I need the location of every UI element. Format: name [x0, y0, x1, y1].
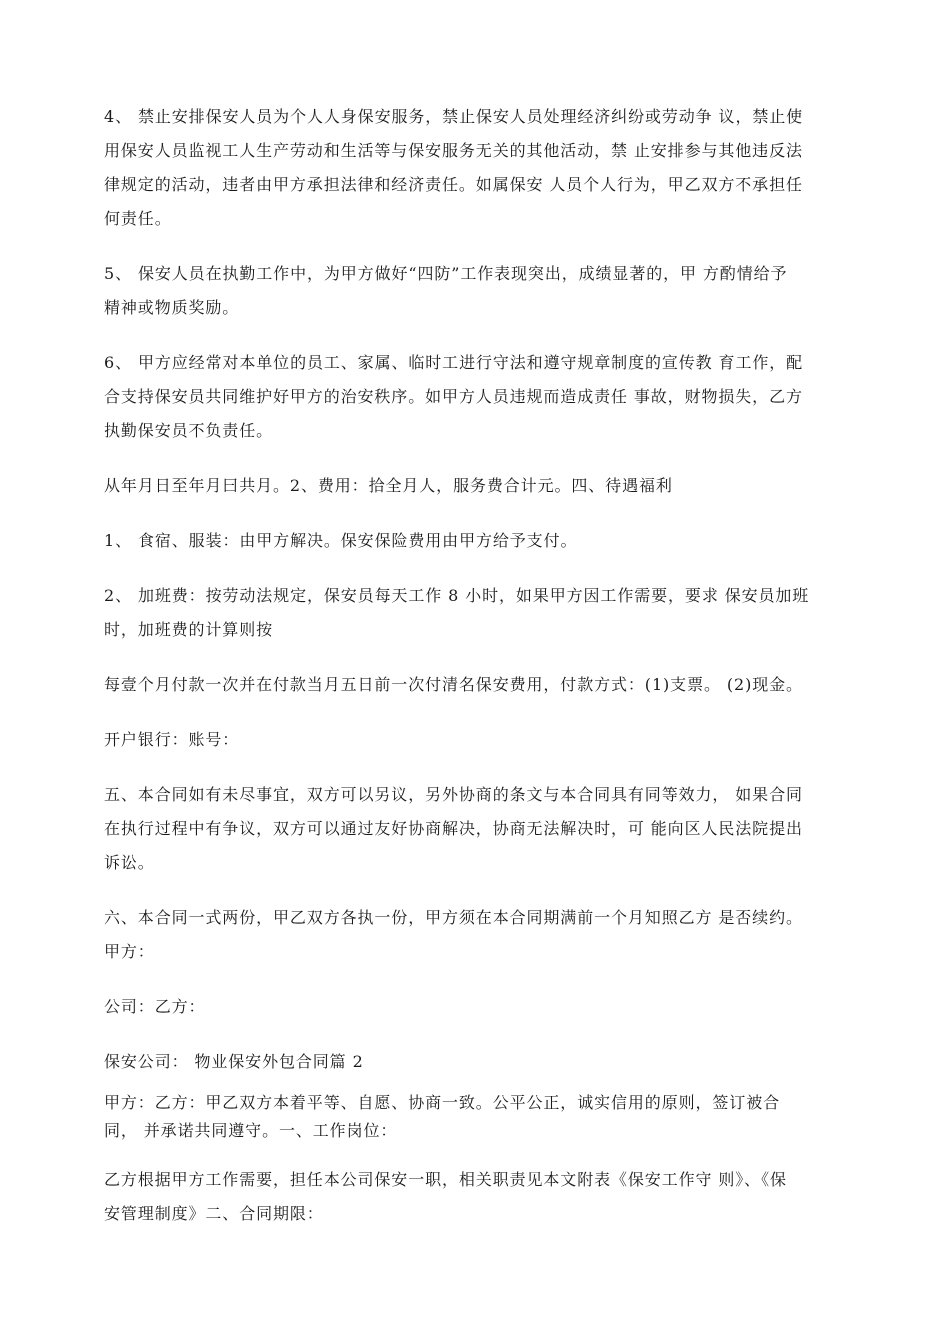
text-line: 五、本合同如有未尽事宜，双方可以另议，另外协商的条文与本合同具有同等效力， 如果合同: [104, 785, 803, 804]
text-line: 1、 食宿、服装：由甲方解决。保安保险费用由甲方给予支付。: [104, 531, 578, 550]
document-page: [104, 100, 856, 1252]
text-line: 甲方：: [104, 942, 155, 961]
text-line: 乙方根据甲方工作需要，担任本公司保安一职，相关职责见本文附表《保安工作守 则》、《保: [104, 1170, 787, 1189]
text-line: 6、 甲方应经常对本单位的员工、家属、临时工进行守法和遵守规章制度的宣传教 育工作，配: [104, 353, 804, 372]
paragraph-bank-account: [104, 723, 856, 757]
paragraph-clause-six: [104, 901, 856, 969]
paragraph-parties-agreement: [104, 1089, 856, 1145]
text-line: 时，加班费的计算则按: [104, 620, 274, 639]
text-line: 合支持保安员共同维护好甲方的治安秩序。如甲方人员违规而造成责任 事故，财物损失，乙方: [104, 387, 803, 406]
paragraph-company-party: [104, 990, 856, 1024]
text-line: 保安公司： 物业保安外包合同篇 2: [104, 1052, 364, 1071]
paragraph-overtime: [104, 579, 856, 647]
paragraph-term-and-fees: [104, 469, 856, 503]
paragraph-clause-five: [104, 778, 856, 880]
text-line: 5、 保安人员在执勤工作中，为甲方做好“四防”工作表现突出，成绩显著的，甲 方酌情给予: [104, 264, 788, 283]
text-line: 开户银行：账号：: [104, 730, 240, 749]
paragraph-clause-4: [104, 100, 856, 236]
text-line: 执勤保安员不负责任。: [104, 421, 274, 440]
paragraph-food-clothing: [104, 524, 856, 558]
text-line: 在执行过程中有争议，双方可以通过友好协商解决，协商无法解决时，可 能向区人民法院提出: [104, 819, 803, 838]
text-line: 4、 禁止安排保安人员为个人人身保安服务，禁止保安人员处理经济纠纷或劳动争 议，禁止使: [104, 107, 804, 126]
text-line: 同， 并承诺共同遵守。一、工作岗位：: [104, 1121, 398, 1140]
paragraph-security-company-heading: [104, 1045, 856, 1079]
text-line: 从年月日至年月曰共月。2、费用：拾全月人，服务费合计元。四、待遇福利: [104, 476, 673, 495]
text-line: 诉讼。: [104, 853, 155, 872]
text-line: 六、本合同一式两份，甲乙双方各执一份，甲方须在本合同期满前一个月知照乙方 是否续约。: [104, 908, 803, 927]
text-line: 公司：乙方：: [104, 997, 206, 1016]
paragraph-clause-5: [104, 257, 856, 325]
text-line: 律规定的活动，违者由甲方承担法律和经济责任。如属保安 人员个人行为，甲乙双方不承担任: [104, 175, 803, 194]
text-line: 每壹个月付款一次并在付款当月五日前一次付清名保安费用，付款方式：(1)支票。 (2)现金。: [104, 675, 803, 694]
text-line: 用保安人员监视工人生产劳动和生活等与保安服务无关的其他活动，禁 止安排参与其他违反法: [104, 141, 803, 160]
paragraph-duty-assignment: [104, 1163, 856, 1231]
text-line: 甲方：乙方：甲乙双方本着平等、自愿、协商一致。公平公正，诚实信用的原则，签订被合: [104, 1093, 781, 1112]
text-line: 安管理制度》二、合同期限：: [104, 1204, 324, 1223]
text-line: 2、 加班费：按劳动法规定，保安员每天工作 8 小时，如果甲方因工作需要，要求 保安员加班: [104, 586, 810, 605]
paragraph-clause-6: [104, 346, 856, 448]
paragraph-payment: [104, 668, 856, 702]
text-line: 何责任。: [104, 209, 172, 228]
text-line: 精神或物质奖励。: [104, 298, 240, 317]
